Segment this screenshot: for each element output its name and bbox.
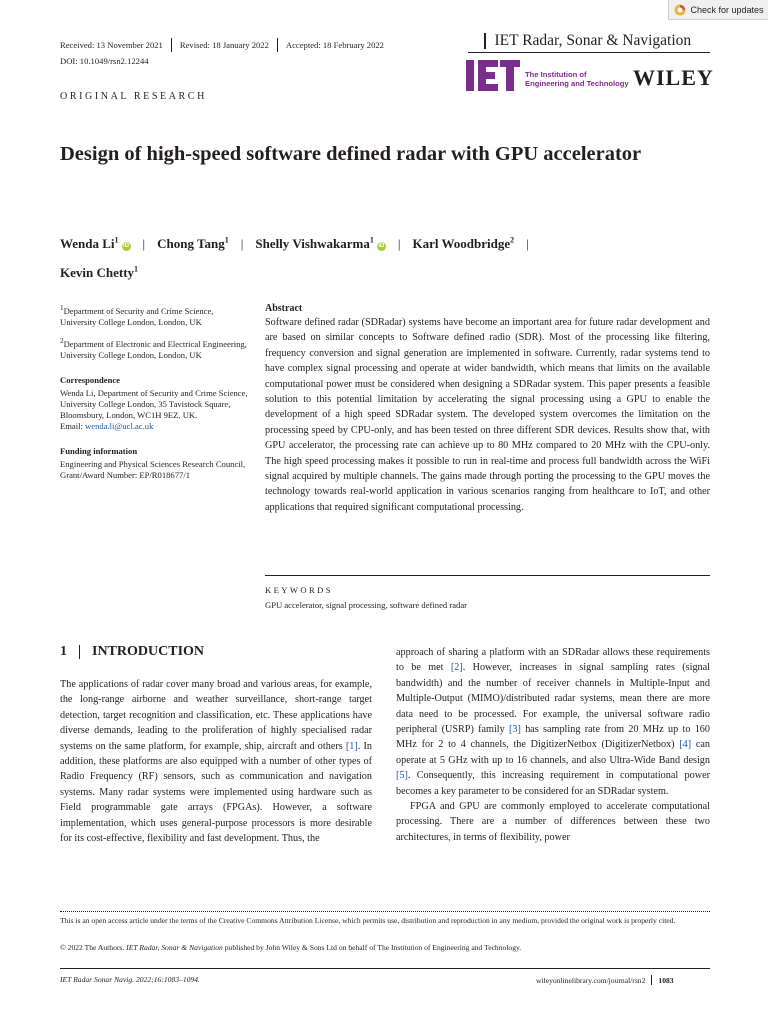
author-affiliation-mark: 1 xyxy=(369,236,374,245)
journal-title xyxy=(484,32,691,50)
author-separator: | xyxy=(397,236,401,252)
email-link[interactable]: wenda.li@ucl.ac.uk xyxy=(85,420,154,431)
check-updates-icon xyxy=(674,4,686,16)
affiliation-1: $^1$Department of Security and Crime Science, University College London, London, UK xyxy=(60,304,214,327)
divider xyxy=(277,38,278,52)
paragraph: The applications of radar cover many broad and various areas, for example, the long-range airborne and weather surveillance, short-range target detection, target recognition and classification, etc. These applications have diverse demands, leading to the proliferation of highly specialised radar systems on the same platform, for example, ship, aircraft and others [1]. In addition, these platforms are also equipped with a number of other types of Radio Frequency (RF) sensors, such as communication and navigation systems. Many radar systems were implemented using hardware such as Field programmable gate arrays (FPGAs). However, a software implementation, which uses general-purpose processors is more desirable for its cost-effective, flexibility and fast development. Thus, the xyxy=(60,679,372,845)
author-separator: | xyxy=(526,236,529,252)
affiliation-2: $^2$Department of Electronic and Electrical Engineering, University College London, London, UK xyxy=(60,336,247,360)
footer-rule xyxy=(60,968,710,969)
correspondence-heading: Correspondence xyxy=(60,374,120,385)
paragraph: FPGA and GPU are commonly employed to accelerate computational processing. There are a number of differences between these two architectures, in terms of flexibility, power xyxy=(396,801,710,843)
journal-url[interactable]: wileyonlinelibrary.com/journal/rsn2 xyxy=(536,975,646,985)
author-name: Karl Woodbridge xyxy=(412,236,511,252)
author-name: Chong Tang xyxy=(157,236,225,252)
keywords-list: GPU accelerator, signal processing, software defined radar xyxy=(265,600,468,610)
divider xyxy=(171,38,172,52)
author-affiliation-mark: 1 xyxy=(134,264,139,274)
author[interactable] xyxy=(412,236,514,251)
author-separator: | xyxy=(142,236,146,252)
correspondence-text: Wenda Li, Department of Security and Crime Science, University College London, 35 Tavistock Square, Bloomsbury, London, WC1H 9EZ, UK. Email: wenda.li@ucl.ac.uk xyxy=(60,387,248,431)
author-affiliation-mark: 1 xyxy=(114,236,119,245)
orcid-icon[interactable]: iD xyxy=(123,243,130,250)
abstract-heading: Abstract xyxy=(265,303,303,314)
check-updates-label: Check for updates xyxy=(690,4,764,15)
footnote-rule xyxy=(60,911,710,912)
funding-text: Engineering and Physical Sciences Research Council, Grant/Award Number: EP/R018677/1 xyxy=(60,458,246,480)
body-column-2 xyxy=(396,645,710,845)
wiley-logo: WILEY xyxy=(633,65,714,90)
iet-logo-line2: Engineering and Technology xyxy=(525,79,629,88)
accepted-date: Accepted: 18 February 2022 xyxy=(285,40,384,50)
article-info-sidebar xyxy=(60,303,250,489)
article-dates xyxy=(60,38,384,52)
page-number: 1083 xyxy=(658,975,674,985)
received-date: Received: 13 November 2021 xyxy=(60,40,163,50)
body-column-1 xyxy=(60,677,372,846)
abstract-body: Software defined radar (SDRadar) systems have become an important area for future radar development and are based on similar concepts to Software defined radio (SDR). Most of the processing like filtering, frequency conversion and signal generation are implemented in software. Currently, radar systems tend to have complex signal processing and operate at wider bandwidth, which means that limits on the available computational power must be considered when designing a SDRadar system. This paper presents a feasible solution to this potential limitation by accelerating the signal processing using a GPU to enable the development of a high speed SDRadar system. The developed system overcomes the limitation on the processing speed by CPU-only, and has been tested on three different SDR devices. Results show that, with GPU accelerator, the processing rate can achieve up to 80 MHz compared to 20 MHz with the CPU-only. The high speed processing makes it possible to run in real-time and process full bandwidth across the WiFi signal acquired by multiple channels. The gains made through porting the processing to the GPU moves the technology towards real-world application in various scenarios ranging from healthcare to IoT, and other applications that required significant computational processing. xyxy=(265,317,710,513)
citation-link[interactable]: [5] xyxy=(396,770,408,782)
orcid-icon[interactable]: iD xyxy=(378,243,385,250)
divider xyxy=(79,645,80,659)
citation-link[interactable]: [1] xyxy=(345,740,358,752)
citation-link[interactable]: [2] xyxy=(450,662,463,674)
doi[interactable]: DOI: 10.1049/rsn2.12244 xyxy=(60,56,149,66)
citation-link[interactable]: [4] xyxy=(679,739,692,751)
footer-right xyxy=(536,975,674,985)
journal-name: IET Radar, Sonar & Navigation xyxy=(494,32,692,49)
section-number: 1 xyxy=(60,644,67,659)
author[interactable] xyxy=(157,236,229,251)
author-name: Wenda Li xyxy=(60,236,115,252)
section-heading xyxy=(60,644,204,660)
check-for-updates-button[interactable] xyxy=(668,0,768,20)
citation-link[interactable]: [3] xyxy=(509,724,521,736)
article-title: Design of high-speed software defined radar with GPU accelerator xyxy=(60,143,642,165)
revised-date: Revised: 18 January 2022 xyxy=(179,40,269,50)
author[interactable] xyxy=(60,236,131,251)
section-title: INTRODUCTION xyxy=(92,644,205,659)
abstract xyxy=(265,302,710,515)
abstract-rule xyxy=(265,575,710,576)
author[interactable] xyxy=(255,236,386,251)
copyright-notice: © 2022 The Authors. IET Radar, Sonar & Navigation published by John Wiley & Sons Ltd on behalf of The Institution of Engineering and Technology. xyxy=(60,943,522,952)
article-type: ORIGINAL RESEARCH xyxy=(60,91,207,102)
paragraph: approach of sharing a platform with an SDRadar allows these requirements to be met [2]. However, increases in signal sampling rates (signal bandwidth) and the number of receiver channels in Multiple-Input and Multiple-Output (MIMO)/distributed radar systems, mean there are more data need to be processed. For example, the universal software radio peripheral (USRP) family [3] has sampling rate from 20 MHz up to 160 MHz for 2 to 4 channels, the DigitizerNetbox (DigitizerNetbox) [4] can operate at 5 GHz with up to 16 channels, and also Ultra-Wide Band design [5]. Consequently, this increasing requirement in computational power becomes a key parameter to be considered for an SDRadar system. xyxy=(396,647,710,797)
keywords-heading: KEYWORDS xyxy=(265,585,333,595)
iet-logo-line1: The Institution of xyxy=(525,70,587,79)
license-notice: This is an open access article under the terms of the Creative Commons Attribution License, which permits use, distribution and reproduction in any medium, provided the original work is properly cited. xyxy=(60,916,676,925)
author-name: Kevin Chetty xyxy=(60,264,135,280)
author-list xyxy=(60,228,700,285)
author-affiliation-mark: 2 xyxy=(510,236,515,245)
funding-heading: Funding information xyxy=(60,445,138,456)
author[interactable] xyxy=(60,265,138,280)
citation-info: IET Radar Sonar Navig. 2022;16:1083–1094. xyxy=(60,975,200,984)
iet-logo-icon xyxy=(466,60,520,91)
iet-logo-text xyxy=(525,70,629,88)
author-name: Shelly Vishwakarma xyxy=(255,236,370,252)
divider xyxy=(651,975,652,985)
divider xyxy=(484,33,486,49)
header-rule xyxy=(468,52,710,53)
author-separator: | xyxy=(240,236,244,252)
author-affiliation-mark: 1 xyxy=(224,236,229,245)
